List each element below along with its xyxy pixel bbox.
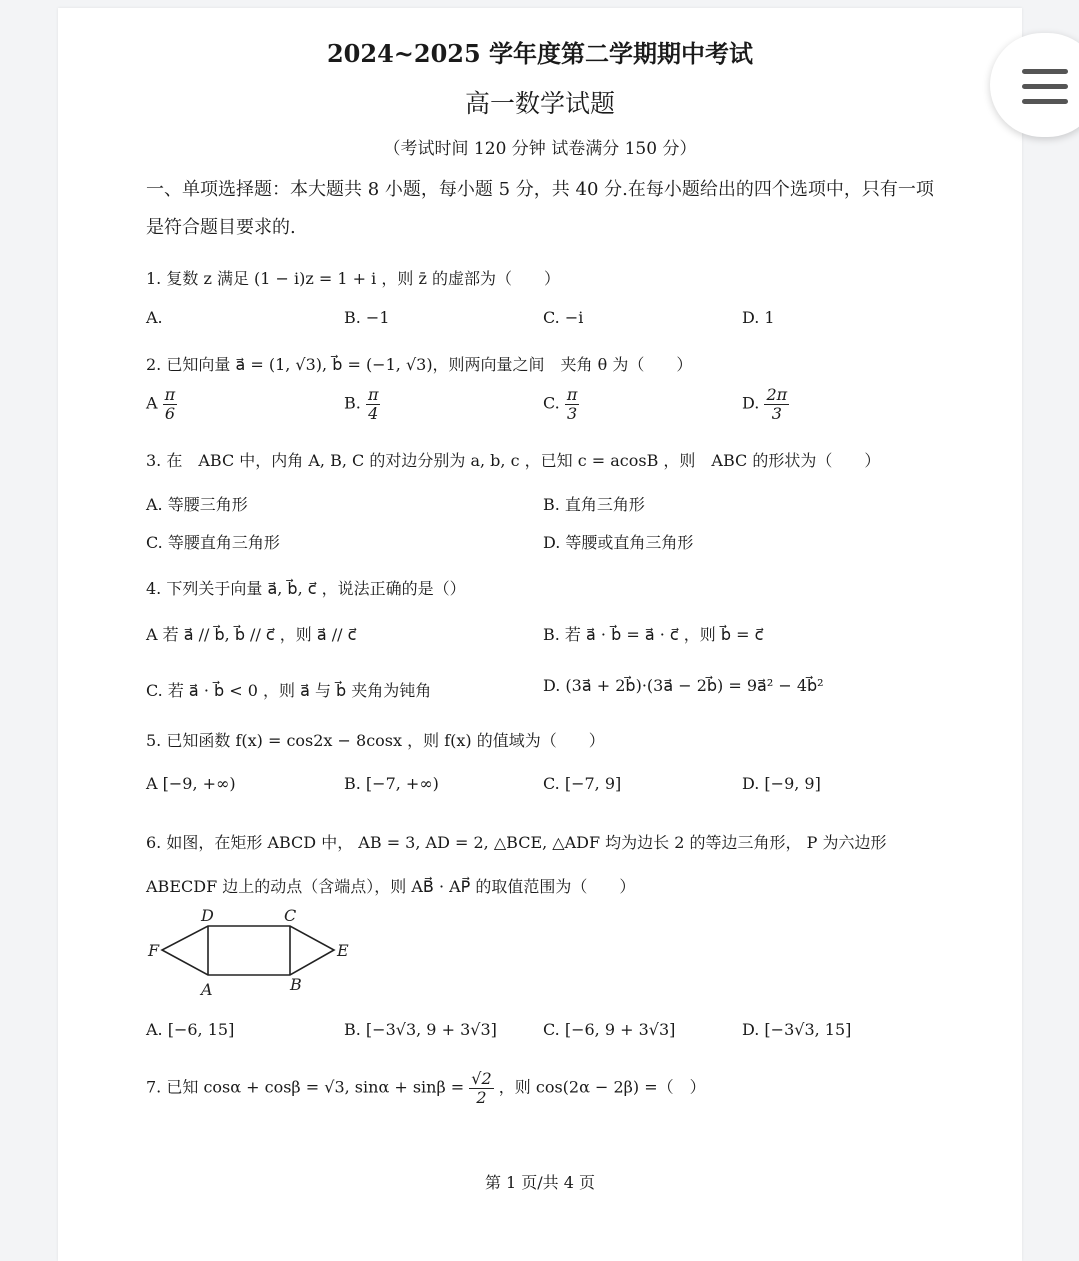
question-1-stem: 1. 复数 z 满足 (1 − i)z = 1 + i ，则 z̄ 的虚部为（ ）	[146, 269, 560, 288]
q7-stem-suffix: ，则 cos(2α − 2β) =（ ）	[498, 1077, 706, 1097]
q7-fraction	[469, 1070, 493, 1106]
q2-option-b-label: B.	[344, 393, 361, 413]
q3-option-b: B. 直角三角形	[543, 495, 645, 514]
q4-option-c: C. 若 a⃗ · b⃗ < 0 ，则 a⃗ 与 b⃗ 夹角为钝角	[146, 681, 432, 700]
page-footer: 第 1 页/共 4 页	[484, 1173, 596, 1192]
q2-option-d-fraction	[764, 386, 789, 422]
q4-option-b: B. 若 a⃗ · b⃗ = a⃗ · c⃗ ，则 b⃗ = c⃗	[543, 625, 764, 644]
section-intro: 一、单项选择题：本大题共 8 小题，每小题 5 分，共 40 分.在每小题给出的四个选项中，只有一项是符合题目要求的.	[146, 179, 934, 238]
vertex-label-c: C	[284, 906, 297, 925]
vertex-label-a: A	[201, 980, 213, 999]
q2-option-b	[344, 386, 380, 422]
q2-option-d	[742, 386, 789, 422]
q6-option-a: A. [−6, 15]	[146, 1020, 235, 1039]
fraction-numerator: π	[367, 385, 379, 404]
q1-option-b: B. −1	[344, 308, 390, 327]
question-6-stem-line1: 6. 如图，在矩形 ABCD 中， AB = 3, AD = 2, △BCE, △ADF 均为边长 2 的等边三角形， P 为六边形	[146, 833, 887, 852]
q1-option-a: A.	[146, 308, 163, 327]
q5-option-d: D. [−9, 9]	[742, 774, 821, 793]
vertex-label-f: F	[148, 941, 160, 960]
q5-option-b: B. [−7, +∞)	[344, 774, 439, 793]
q6-option-d: D. [−3√3, 15]	[742, 1020, 852, 1039]
q5-option-a: A [−9, +∞)	[146, 774, 236, 793]
q5-option-c: C. [−7, 9]	[543, 774, 622, 793]
q1-option-d: D. 1	[742, 308, 775, 327]
exam-subtitle: 高一数学试题	[464, 89, 615, 118]
question-7-stem	[146, 1070, 706, 1106]
q6-option-b: B. [−3√3, 9 + 3√3]	[344, 1020, 497, 1039]
q2-option-a-fraction	[163, 386, 178, 422]
vertex-label-d: D	[201, 906, 214, 925]
question-3-stem: 3. 在 ABC 中，内角 A, B, C 的对边分别为 a, b, c ，已知 c = acosB ，则 ABC 的形状为（ ）	[146, 451, 881, 470]
question-6-stem-line2: ABECDF 边上的动点（含端点），则 AB⃗ · AP⃗ 的取值范围为（ ）	[146, 877, 636, 896]
q4-option-d: D. (3a⃗ + 2b⃗)·(3a⃗ − 2b⃗) = 9a⃗² − 4b⃗²	[543, 676, 824, 695]
q2-option-c-fraction	[565, 386, 580, 422]
q2-option-d-label: D.	[742, 393, 760, 413]
fraction-denominator: 2	[476, 1087, 487, 1107]
q2-option-a-label: A	[146, 393, 158, 413]
q3-option-d: D. 等腰或直角三角形	[543, 533, 694, 552]
hexagon-outline	[162, 926, 334, 975]
exam-page	[58, 8, 1022, 1261]
fraction-denominator: 3	[567, 403, 578, 423]
q1-option-c: C. −i	[543, 308, 584, 327]
exam-info: （考试时间 120 分钟 试卷满分 150 分）	[383, 139, 697, 159]
q2-option-a	[146, 386, 177, 422]
fraction-numerator: π	[566, 385, 578, 404]
q2-option-c-label: C.	[543, 393, 560, 413]
q3-option-c: C. 等腰直角三角形	[146, 533, 280, 552]
q3-option-a: A. 等腰三角形	[146, 495, 248, 514]
fraction-numerator: 2π	[766, 385, 788, 404]
vertex-label-e: E	[337, 941, 349, 960]
hexagon-figure	[142, 906, 362, 1002]
fraction-numerator: π	[164, 385, 176, 404]
exam-title: 2024~2025 学年度第二学期期中考试	[326, 39, 754, 68]
question-2-stem: 2. 已知向量 a⃗ = (1, √3), b⃗ = (−1, √3)，则两向量之间 夹角 θ 为（ ）	[146, 355, 693, 374]
fraction-denominator: 6	[164, 403, 175, 423]
fraction-denominator: 4	[368, 403, 379, 423]
question-4-stem: 4. 下列关于向量 a⃗, b⃗, c⃗ ，说法正确的是（）	[146, 579, 466, 598]
q2-option-c	[543, 386, 579, 422]
vertex-label-b: B	[290, 975, 302, 994]
question-5-stem: 5. 已知函数 f(x) = cos2x − 8cosx ，则 f(x) 的值域为（ ）	[146, 731, 605, 750]
fraction-numerator: √2	[471, 1069, 492, 1088]
q7-stem-prefix: 7. 已知 cosα + cosβ = √3, sinα + sinβ =	[146, 1077, 465, 1097]
fraction-denominator: 3	[771, 403, 782, 423]
q6-option-c: C. [−6, 9 + 3√3]	[543, 1020, 676, 1039]
q4-option-a: A 若 a⃗ // b⃗, b⃗ // c⃗ ，则 a⃗ // c⃗	[146, 625, 357, 644]
q2-option-b-fraction	[366, 386, 381, 422]
